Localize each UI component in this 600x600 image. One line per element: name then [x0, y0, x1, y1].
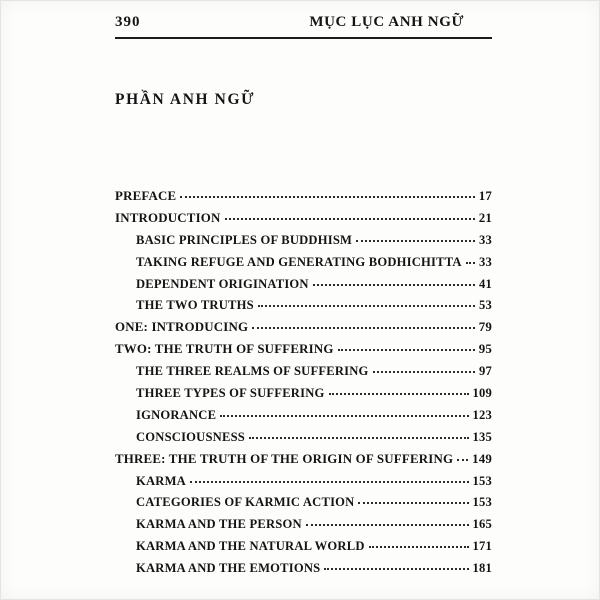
- toc-entry: [115, 364, 492, 386]
- toc-leader-dots: [249, 437, 469, 439]
- toc-entry-page: 79: [478, 320, 492, 335]
- toc-entry-page: 97: [479, 364, 492, 379]
- toc-entry-page: 165: [472, 517, 492, 532]
- toc-entry: [115, 430, 492, 452]
- toc-leader-dots: [306, 524, 469, 526]
- toc-entry: [115, 539, 492, 561]
- toc-leader-dots: [180, 196, 474, 198]
- toc-leader-dots: [457, 459, 468, 461]
- toc-entry-label: BASIC PRINCIPLES OF BUDDHISM: [136, 232, 353, 247]
- toc-leader-dots: [324, 568, 468, 570]
- toc-entry-page: 21: [478, 210, 492, 225]
- toc-entry: [115, 495, 492, 517]
- section-title: PHẦN ANH NGỮ: [115, 91, 256, 108]
- toc-entry-label: KARMA AND THE NATURAL WORLD: [136, 539, 365, 554]
- running-title: MỤC LỤC ANH NGỮ: [309, 14, 464, 30]
- toc-entry-label: KARMA AND THE PERSON: [136, 517, 302, 532]
- toc-leader-dots: [369, 546, 469, 548]
- toc-entry-label: INTRODUCTION: [115, 210, 221, 225]
- toc-leader-dots: [220, 415, 468, 417]
- toc-entry-label: THE TWO TRUTHS: [136, 298, 254, 313]
- toc-entry-label: THE THREE REALMS OF SUFFERING: [136, 364, 369, 379]
- toc-entry-page: 95: [478, 342, 492, 357]
- toc-leader-dots: [258, 305, 475, 307]
- page-header: [115, 14, 492, 31]
- toc-entry-label: PREFACE: [115, 189, 177, 203]
- toc-entry: [115, 452, 492, 474]
- toc-entry: [115, 408, 492, 430]
- toc-entry-page: 109: [472, 386, 492, 401]
- toc-entry-label: DEPENDENT ORIGINATION: [136, 276, 309, 291]
- toc-leader-dots: [190, 481, 469, 483]
- toc-entry: [115, 298, 492, 320]
- toc-entry-page: 153: [472, 473, 492, 488]
- toc-entry-page: 33: [479, 254, 492, 269]
- toc-leader-dots: [252, 327, 475, 329]
- toc-entry: [115, 211, 492, 233]
- toc-entry-label: THREE TYPES OF SUFFERING: [136, 386, 325, 401]
- toc-leader-dots: [338, 349, 475, 351]
- toc-entry-page: 149: [472, 451, 492, 466]
- toc-entry-label: KARMA AND THE EMOTIONS: [136, 561, 321, 576]
- page-number: 390: [115, 14, 141, 30]
- toc-leader-dots: [225, 218, 475, 220]
- toc-entry-page: 135: [472, 429, 492, 444]
- toc-entry: [115, 561, 492, 583]
- toc-entry: [115, 255, 492, 277]
- toc-entry-page: 171: [472, 539, 492, 554]
- toc-entry: [115, 386, 492, 408]
- toc-entry-page: 181: [472, 561, 492, 576]
- toc-leader-dots: [356, 240, 475, 242]
- toc-entry-label: CONSCIOUSNESS: [136, 429, 245, 444]
- toc-entry-label: CATEGORIES OF KARMIC ACTION: [136, 495, 355, 510]
- toc-entry-page: 153: [472, 495, 492, 510]
- toc-entry: [115, 342, 492, 364]
- toc-entry-label: IGNORANCE: [136, 407, 217, 422]
- toc-entry-label: TAKING REFUGE AND GENERATING BODHICHITTA: [136, 254, 462, 269]
- toc-leader-dots: [358, 502, 468, 504]
- toc-entry: [115, 277, 492, 299]
- toc-entry-label: KARMA: [136, 473, 186, 488]
- toc-entry-label: THREE: THE TRUTH OF THE ORIGIN OF SUFFERING: [115, 451, 454, 466]
- toc-entry-label: ONE: INTRODUCING: [115, 320, 249, 335]
- toc-list: [115, 189, 492, 583]
- toc-entry: [115, 517, 492, 539]
- toc-entry: [115, 233, 492, 255]
- toc-leader-dots: [313, 284, 475, 286]
- toc-entry-page: 123: [472, 407, 492, 422]
- toc-leader-dots: [466, 262, 475, 264]
- header-rule-divider: [115, 37, 492, 39]
- toc-entry: [115, 474, 492, 496]
- toc-entry-page: 53: [479, 298, 492, 313]
- toc-entry-page: 33: [479, 232, 492, 247]
- toc-entry: [115, 320, 492, 342]
- toc-leader-dots: [329, 393, 469, 395]
- toc-leader-dots: [373, 371, 475, 373]
- toc-entry-page: 41: [479, 276, 492, 291]
- toc-entry-label: TWO: THE TRUTH OF SUFFERING: [115, 342, 334, 357]
- toc-entry: [115, 189, 492, 211]
- toc-entry-page: 17: [478, 189, 492, 203]
